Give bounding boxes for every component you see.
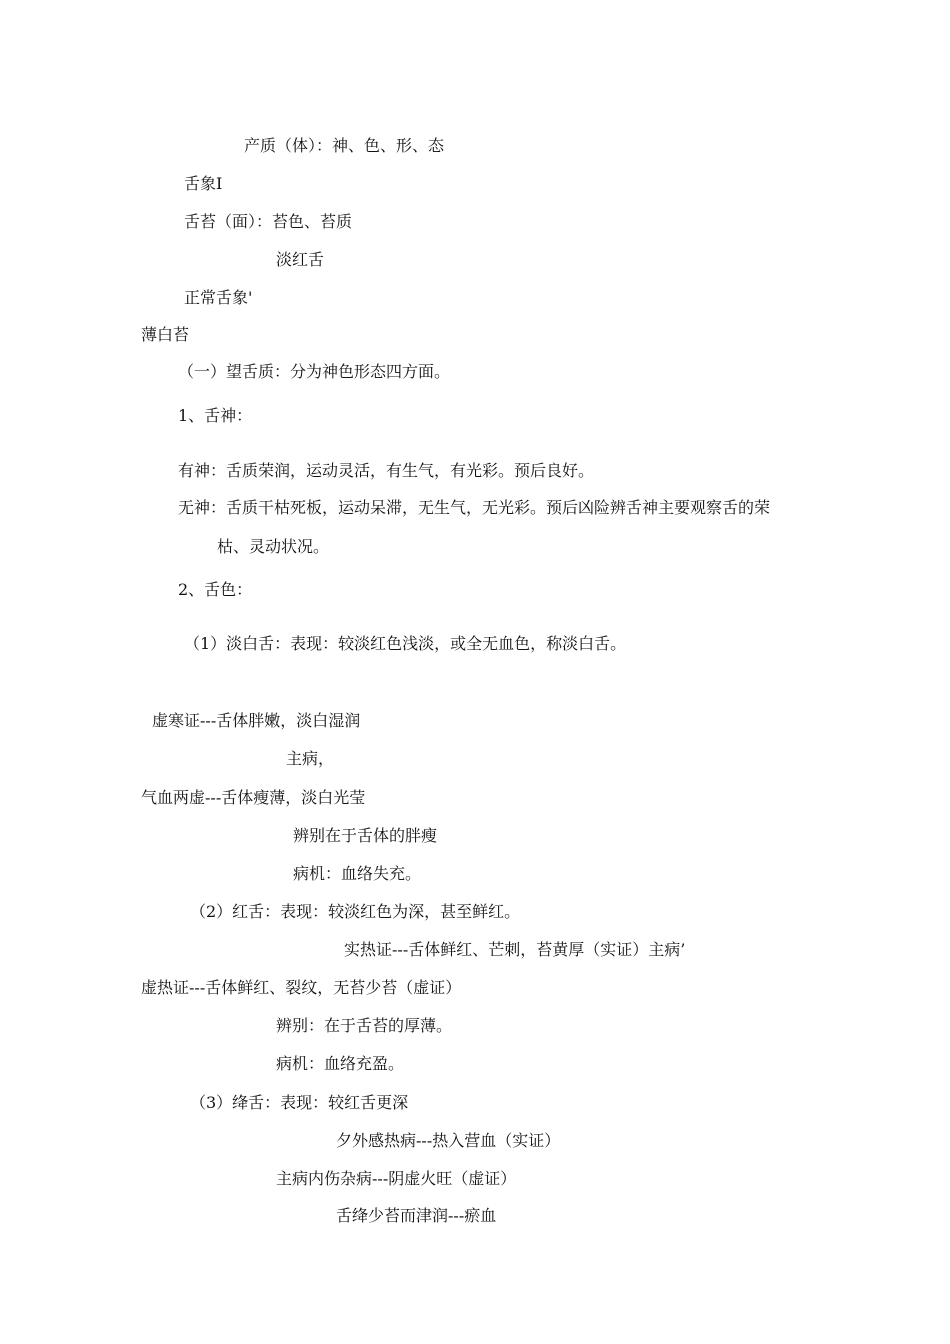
subheading-tongue-spirit: 1、舌神： <box>178 406 253 425</box>
text-line-with-spirit: 有神：舌质荣润，运动灵活，有生气，有光彩。预后良好。 <box>178 461 595 480</box>
text-line-tongue-body: 产质（体）：神、色、形、态 <box>244 136 445 155</box>
item-red-tongue: （2）红舌：表现：较淡红色为深，甚至鲜红。 <box>190 902 521 921</box>
text-line-normal-tongue: 正常舌象' <box>184 288 253 307</box>
text-line-pathogenesis-1: 病机：血络失充。 <box>293 864 422 883</box>
text-line-without-spirit-cont: 枯、灵动状况。 <box>217 537 330 556</box>
subheading-tongue-color: 2、舌色： <box>178 580 253 599</box>
text-line-distinguish-coating: 辨别：在于舌苔的厚薄。 <box>276 1016 453 1035</box>
text-line-blood-stasis: 舌绛少苔而津润---瘀血 <box>336 1206 497 1225</box>
text-line-thin-white-coating: 薄白苔 <box>141 325 190 344</box>
text-line-tongue-coating: 舌苔（面）：苔色、苔质 <box>184 212 353 231</box>
text-line-deficiency-heat: 虚热证---舌体鲜红、裂纹，无苔少苔（虚证） <box>141 978 462 997</box>
text-line-external-heat: 夕外感热病---热入营血（实证） <box>336 1131 561 1150</box>
text-line-deficiency-cold: 虚寒证---舌体胖嫩，淡白湿润 <box>152 711 361 730</box>
text-line-main-disease: 主病， <box>286 749 335 768</box>
text-line-excess-heat: 实热证---舌体鲜红、芒刺，苔黄厚（实证）主病’ <box>344 940 686 959</box>
text-line-distinguish-fat-thin: 辨别在于舌体的胖瘦 <box>293 826 438 845</box>
text-line-without-spirit: 无神：舌质干枯死板，运动呆滞，无生气，无光彩。预后凶险辨舌神主要观察舌的荣 <box>178 498 771 517</box>
text-line-qi-blood-deficiency: 气血两虚---舌体瘦薄，淡白光莹 <box>141 788 366 807</box>
section-heading-tongue-quality: （一）望舌质：分为神色形态四方面。 <box>178 362 451 381</box>
text-line-tongue-image: 舌象I <box>184 174 223 193</box>
item-pale-white-tongue: （1）淡白舌：表现：较淡红色浅淡，或全无血色，称淡白舌。 <box>184 634 627 653</box>
item-crimson-tongue: （3）绛舌：表现：较红舌更深 <box>190 1093 409 1112</box>
text-line-pale-red-tongue: 淡红舌 <box>276 250 325 269</box>
text-line-pathogenesis-2: 病机：血络充盈。 <box>276 1054 405 1073</box>
text-line-internal-injury: 主病内伤杂病---阴虚火旺（虚证） <box>276 1169 517 1188</box>
